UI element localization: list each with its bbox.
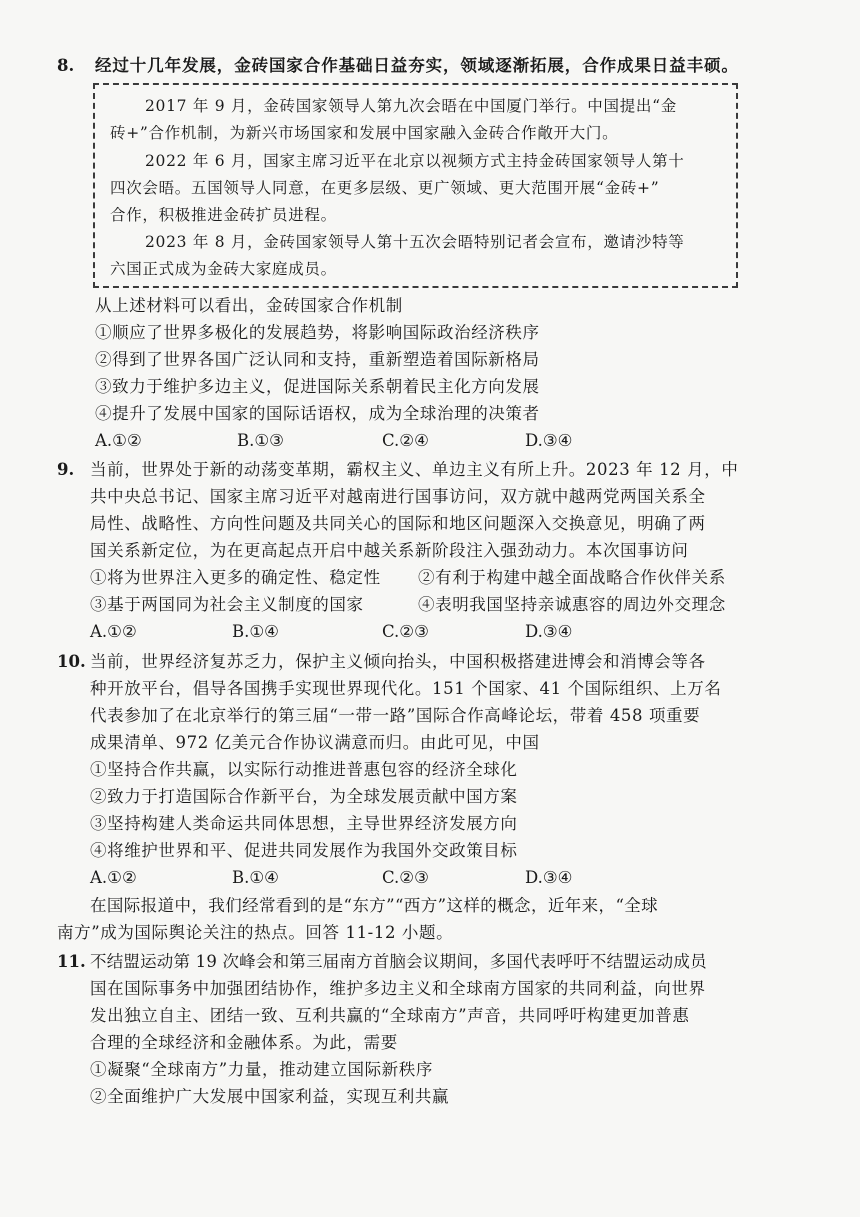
material-line: 四次会晤。五国领导人同意，在更多层级、更广领域、更大范围开展“金砖+” (110, 179, 660, 197)
statement-item: ③基于两国同为社会主义制度的国家 (90, 595, 364, 614)
material-line: 合作，积极推进金砖扩员进程。 (110, 206, 337, 224)
statement-item: ①顺应了世界多极化的发展趋势，将影响国际政治经济秩序 (95, 323, 540, 342)
intro-text: 在国际报道中，我们经常看到的是“东方”“西方”这样的概念，近年来，“全球 (90, 896, 659, 915)
statement-item: ①坚持合作共赢，以实际行动推进普惠包容的经济全球化 (90, 760, 518, 779)
option-a[interactable]: A.①② (95, 431, 142, 450)
question-11-text: 合理的全球经济和金融体系。为此，需要 (90, 1033, 398, 1052)
statement-item: ②得到了世界各国广泛认同和支持，重新塑造着国际新格局 (95, 350, 540, 369)
option-d[interactable]: D.③④ (525, 622, 573, 641)
statement-item: ②全面维护广大发展中国家利益，实现互利共赢 (90, 1087, 450, 1106)
option-d[interactable]: D.③④ (525, 431, 573, 450)
question-9-text: 局性、战略性、方向性问题及共同关心的国际和地区问题深入交换意见，明确了两 (90, 514, 706, 533)
question-11-text: 发出独立自主、团结一致、互利共赢的“全球南方”声音，共同呼吁构建更加普惠 (90, 1006, 690, 1025)
question-10-number: 10. (57, 652, 86, 671)
question-9-text: 国关系新定位，为在更高起点开启中越关系新阶段注入强劲动力。本次国事访问 (90, 541, 689, 560)
option-c[interactable]: C.②④ (382, 431, 429, 450)
option-c[interactable]: C.②③ (382, 868, 429, 887)
statement-item: ①将为世界注入更多的确定性、稳定性 (90, 568, 381, 587)
intro-text: 南方”成为国际舆论关注的热点。回答 11-12 小题。 (57, 923, 454, 942)
question-11-text: 不结盟运动第 19 次峰会和第三届南方首脑会议期间，多国代表呼吁不结盟运动成员 (90, 952, 707, 971)
question-9-text: 共中央总书记、国家主席习近平对越南进行国事访问，双方就中越两党两国关系全 (90, 487, 706, 506)
material-line: 砖+”合作机制，为新兴市场国家和发展中国家融入金砖合作敞开大门。 (110, 124, 619, 142)
option-d[interactable]: D.③④ (525, 868, 573, 887)
material-line: 六国正式成为金砖大家庭成员。 (110, 260, 337, 278)
material-line: 2017 年 9 月，金砖国家领导人第九次会晤在中国厦门举行。中国提出“金 (145, 97, 677, 115)
question-8-prompt: 从上述材料可以看出，金砖国家合作机制 (95, 296, 403, 315)
option-a[interactable]: A.①② (90, 622, 137, 641)
material-line: 2023 年 8 月，金砖国家领导人第十五次会晤特别记者会宣布，邀请沙特等 (145, 233, 685, 251)
question-9-text: 当前，世界处于新的动荡变革期，霸权主义、单边主义有所上升。2023 年 12 月，中 (90, 460, 739, 479)
statement-item: ②致力于打造国际合作新平台，为全球发展贡献中国方案 (90, 787, 518, 806)
statement-item: ④提升了发展中国家的国际话语权，成为全球治理的决策者 (95, 404, 540, 423)
question-11-text: 国在国际事务中加强团结协作，维护多边主义和全球南方国家的共同利益，向世界 (90, 979, 706, 998)
statement-item: ③致力于维护多边主义，促进国际关系朝着民主化方向发展 (95, 377, 540, 396)
option-c[interactable]: C.②③ (382, 622, 429, 641)
option-b[interactable]: B.①④ (232, 622, 279, 641)
statement-item: ④将维护世界和平、促进共同发展作为我国外交政策目标 (90, 841, 518, 860)
statement-item: ②有利于构建中越全面战略合作伙伴关系 (418, 568, 726, 587)
question-10-text: 种开放平台，倡导各国携手实现世界现代化。151 个国家、41 个国际组织、上万名 (90, 679, 722, 698)
option-a[interactable]: A.①② (90, 868, 137, 887)
question-10-text: 代表参加了在北京举行的第三届“一带一路”国际合作高峰论坛，带着 458 项重要 (90, 706, 701, 725)
statement-item: ①凝聚“全球南方”力量，推动建立国际新秩序 (90, 1060, 433, 1079)
statement-item: ③坚持构建人类命运共同体思想，主导世界经济发展方向 (90, 814, 518, 833)
question-11-number: 11. (57, 952, 86, 971)
question-10-text: 当前，世界经济复苏乏力，保护主义倾向抬头，中国积极搭建进博会和消博会等各 (90, 652, 706, 671)
question-8-number: 8. (57, 56, 75, 75)
question-9-number: 9. (57, 460, 75, 479)
material-line: 2022 年 6 月，国家主席习近平在北京以视频方式主持金砖国家领导人第十 (145, 152, 685, 170)
option-b[interactable]: B.①④ (232, 868, 279, 887)
question-8-stem: 经过十几年发展，金砖国家合作基础日益夯实，领域逐渐拓展，合作成果日益丰硕。 (95, 56, 739, 75)
option-b[interactable]: B.①③ (237, 431, 284, 450)
question-10-text: 成果清单、972 亿美元合作协议满意而归。由此可见，中国 (90, 733, 540, 752)
statement-item: ④表明我国坚持亲诚惠容的周边外交理念 (418, 595, 726, 614)
